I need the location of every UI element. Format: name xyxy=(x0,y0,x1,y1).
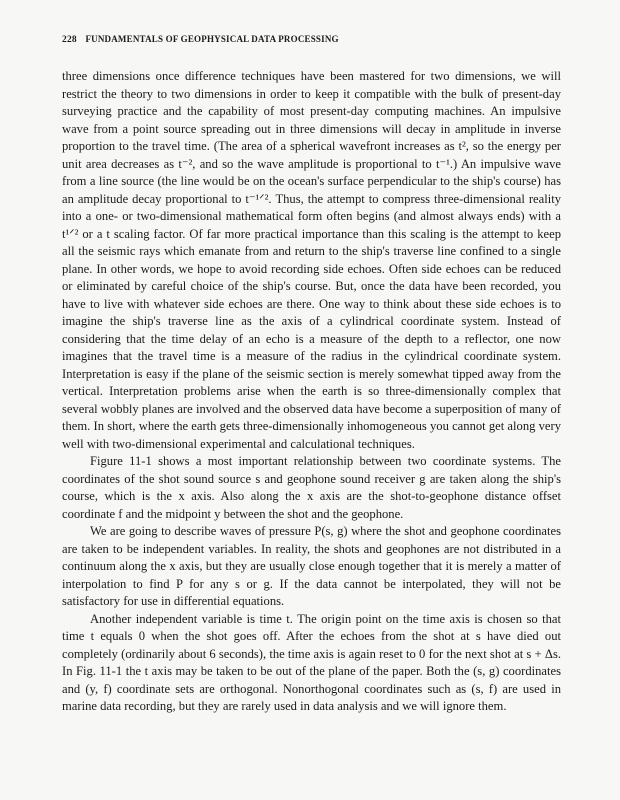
page-number: 228 xyxy=(62,35,77,45)
running-title: FUNDAMENTALS OF GEOPHYSICAL DATA PROCESSING xyxy=(85,34,339,44)
body-text xyxy=(62,68,561,716)
paragraph-2: Figure 11-1 shows a most important relationship between two coordinate systems. The coordinates of the shot sound source s and geophone sound receiver g are taken along the ship's course, which is the x axis. Also along the x axis are the shot-to-geophone distance offset coordinate f and the midpoint y between the shot and the geophone. xyxy=(62,454,561,521)
paragraph-1: three dimensions once difference techniques have been mastered for two dimensions, we will restrict the theory to two dimensions in order to keep it compatible with the bulk of present-day surveying practice and the capability of most present-day computing machines. An impulsive wave from a point source spreading out in three dimensions will decay in amplitude in inverse proportion to the travel time. (The area of a spherical wavefront increases as t², so the energy per unit area decreases as t⁻², and so the wave amplitude is proportional to t⁻¹.) An impulsive wave from a line source (the line would be on the ocean's surface perpendicular to the ship's course) has an amplitude decay proportional to t⁻¹ᐟ². Thus, the attempt to compress three-dimensional reality into a one- or two-dimensional mathematical form often begins (and almost always ends) with a t¹ᐟ² or a t scaling factor. Of far more practical importance than this scaling is the attempt to keep all the seismic rays which emanate from and return to the ship's traverse line confined to a single plane. In other words, we hope to avoid recording side echoes. Often side echoes can be reduced or eliminated by careful choice of the ship's course. But, once the data have been recorded, you have to live with whatever side echoes are there. One way to think about these side echoes is to imagine the ship's traverse line as the axis of a cylindrical coordinate system. Instead of considering that the time delay of an echo is a measure of the depth to a reflector, one now imagines that the travel time is a measure of the radius in the cylindrical coordinate system. Interpretation is easy if the plane of the seismic section is merely somewhat tipped away from the vertical. Interpretation problems arise when the earth is so three-dimensionally complex that several wobbly planes are involved and the observed data have become a superposition of many of them. In short, where the earth gets three-dimensionally inhomogeneous you cannot get along very well with two-dimensional experimental and calculational techniques. xyxy=(62,69,561,451)
paragraph-4: Another independent variable is time t. The origin point on the time axis is chosen so that time t equals 0 when the shot goes off. After the echoes from the shot at s have died out completely (ordinarily about 6 seconds), the time axis is again reset to 0 for the next shot at s + Δs. In Fig. 11-1 the t axis may be taken to be out of the plane of the paper. Both the (s, g) coordinates and (y, f) coordinate sets are orthogonal. Nonorthogonal coordinates such as (s, f) are used in marine data recording, but they are rarely used in data analysis and we will ignore them. xyxy=(62,611,561,713)
running-head xyxy=(62,34,339,45)
paragraph-3: We are going to describe waves of pressure P(s, g) where the shot and geophone coordinates are taken to be independent variables. In reality, the shots and geophones are not distributed in a continuum along the x axis, but they are usually close enough together that it is merely a matter of interpolation to find P for any s or g. If the data cannot be interpolated, they will not be satisfactory for use in differential equations. xyxy=(62,524,561,608)
